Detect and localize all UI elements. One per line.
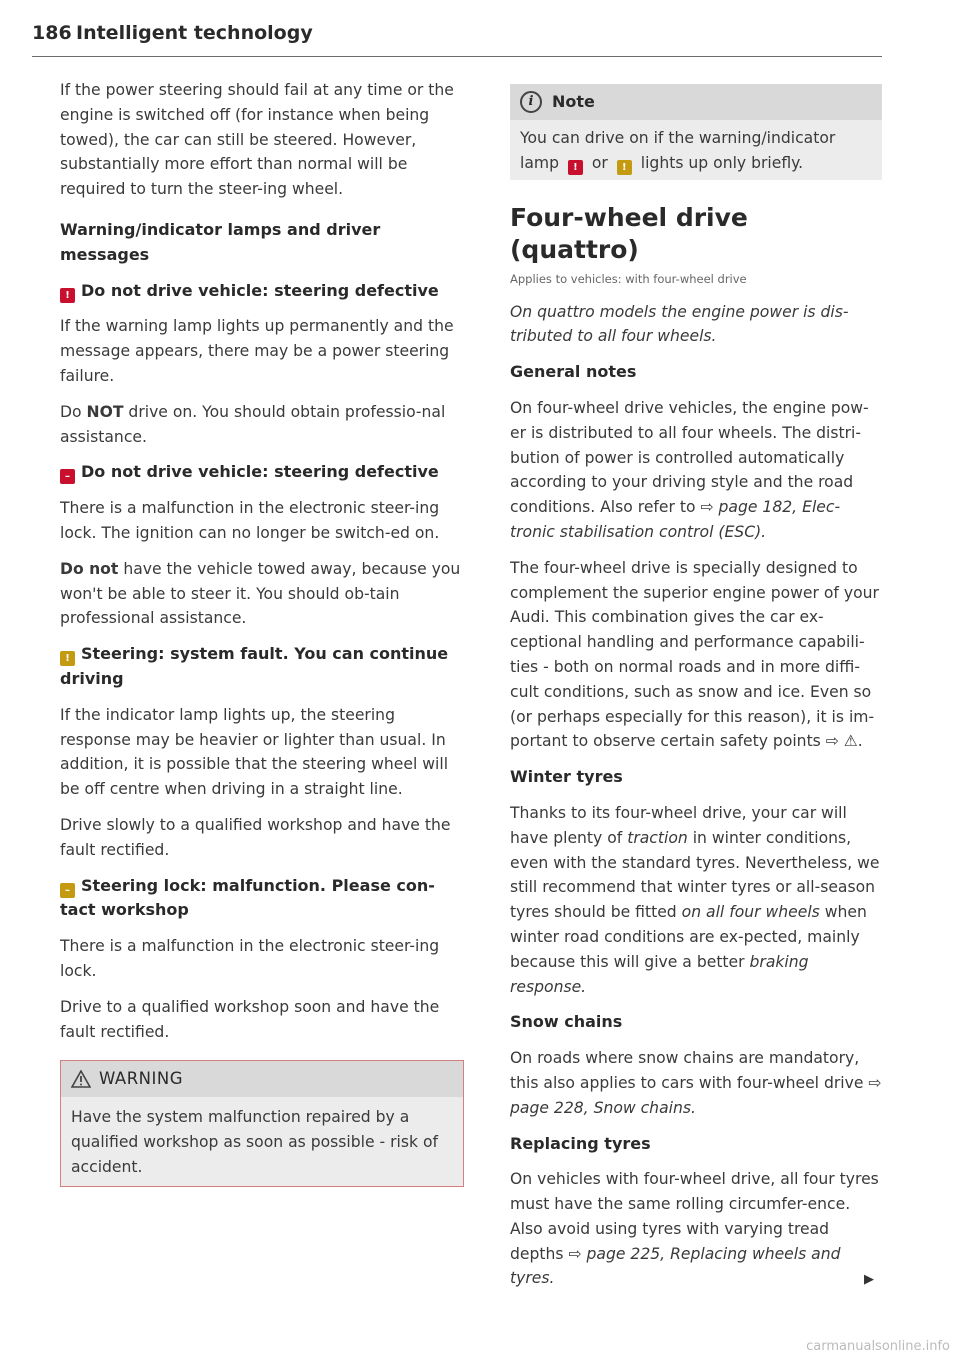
section-title: Intelligent technology xyxy=(76,22,313,44)
page-reference-link[interactable]: ⇨ page 225, Replacing wheels and tyres. xyxy=(510,1244,841,1288)
steering-warning-red-icon: ! xyxy=(568,160,583,175)
message-text: Drive to a qualified workshop soon and have the fault rectified. xyxy=(60,997,440,1041)
right-column xyxy=(510,78,882,1302)
page-reference-link[interactable]: ⇨ page 228, Snow chains. xyxy=(510,1073,882,1117)
body-text: On four-wheel drive vehicles, the engine pow-er is distributed to all four wheels. The distri-bution of power is controlled automatically according to your driving style and the road conditions. Also refer to ⇨ page 182, Elec-tronic stabilisation control (ESC). xyxy=(510,398,869,541)
intro-paragraph: If the power steering should fail at any time or the engine is switched off (for instance when being towed), the car can still be steered. However, substantially more effort than normal will be required to turn the steer-ing wheel. xyxy=(60,81,454,199)
body-text: The four-wheel drive is specially designed to complement the superior engine power of your Audi. This combination gives the car ex-ceptional handling and performance capabili-ties - both on normal roads and in more diffi-cult conditions, such as snow and ice. Even so (or perhaps especially for this reason), it is im-portant to observe certain safety points ⇨ ⚠. xyxy=(510,558,879,751)
steering-warning-red-icon: ! xyxy=(60,288,75,303)
body-text: On roads where snow chains are mandatory, this also applies to cars with four-wheel drive ⇨ page 228, Snow chains. xyxy=(510,1049,882,1117)
warning-triangle-icon xyxy=(71,1070,91,1088)
message-text: Do NOT drive on. You should obtain professio-nal assistance. xyxy=(60,402,446,446)
message-title: – Do not drive vehicle: steering defective xyxy=(60,460,464,485)
note-box xyxy=(510,84,882,180)
applies-to: Applies to vehicles: with four-wheel drive xyxy=(510,271,747,286)
message-text: There is a malfunction in the electronic steer-ing lock. The ignition can no longer be switch-ed on. xyxy=(60,499,440,542)
page-header xyxy=(32,22,882,57)
chapter-title: Four-wheel drive (quattro) xyxy=(510,202,748,264)
body-text: Thanks to its four-wheel drive, your car will have plenty of traction in winter conditions, even with the standard tyres. Nevertheless, we still recommend that winter tyres or all-season tyres should be fitted on all four wheels when winter road conditions are ex-pected, mainly because this will give a better braking response. xyxy=(510,803,880,996)
message-text: There is a malfunction in the electronic steer-ing lock. xyxy=(60,937,440,980)
note-text: You can drive on if the warning/indicator lamp ! or ! lights up only briefly. xyxy=(520,129,836,173)
lead-paragraph: On quattro models the engine power is dis-tributed to all four wheels. xyxy=(510,302,849,346)
messages-heading: Warning/indicator lamps and driver messages xyxy=(60,219,381,264)
warning-box xyxy=(60,1060,464,1186)
steering-warning-yellow-icon: ! xyxy=(617,160,632,175)
winter-tyres-heading: Winter tyres xyxy=(510,767,623,787)
message-title: ! Steering: system fault. You can continue driving xyxy=(60,644,449,688)
note-header: i Note xyxy=(510,84,882,120)
replacing-tyres-heading: Replacing tyres xyxy=(510,1133,651,1153)
warning-header: WARNING xyxy=(61,1061,463,1097)
page-number: 186 xyxy=(32,22,72,44)
message-title: – Steering lock: malfunction. Please con-tact workshop xyxy=(60,875,435,920)
page-reference-link[interactable]: ⇨ page 182, Elec-tronic stabilisation control (ESC). xyxy=(510,498,841,541)
message-text: If the warning lamp lights up permanently and the message appears, there may be a power steering failure. xyxy=(60,317,454,385)
info-icon: i xyxy=(520,91,542,113)
message-title: ! Do not drive vehicle: steering defective xyxy=(60,279,464,304)
message-text: Do not have the vehicle towed away, because you won't be able to steer it. You should ob-tain professional assistance. xyxy=(60,559,461,628)
message-text: If the indicator lamp lights up, the steering response may be heavier or lighter than usual. In addition, it is possible that the steering wheel will be off centre when driving in a straight line. xyxy=(60,705,449,799)
warning-text: Have the system malfunction repaired by a qualified workshop as soon as possible - risk of accident. xyxy=(71,1108,439,1176)
snow-chains-heading: Snow chains xyxy=(510,1012,623,1032)
continue-arrow-icon: ▶ xyxy=(864,1272,874,1287)
watermark: carmanualsonline.info xyxy=(806,1339,950,1354)
general-notes-heading: General notes xyxy=(510,362,637,382)
left-column xyxy=(60,78,464,1187)
body-text: On vehicles with four-wheel drive, all four tyres must have the same rolling circumfer-ence. Also avoid using tyres with varying tread depths ⇨ page 225, Replacing wheels and tyres. xyxy=(510,1170,879,1288)
steering-warning-yellow-icon: ! xyxy=(60,651,75,666)
steering-lock-red-icon: – xyxy=(60,469,75,484)
steering-lock-yellow-icon: – xyxy=(60,883,75,898)
message-text: Drive slowly to a qualified workshop and have the fault rectified. xyxy=(60,815,451,859)
